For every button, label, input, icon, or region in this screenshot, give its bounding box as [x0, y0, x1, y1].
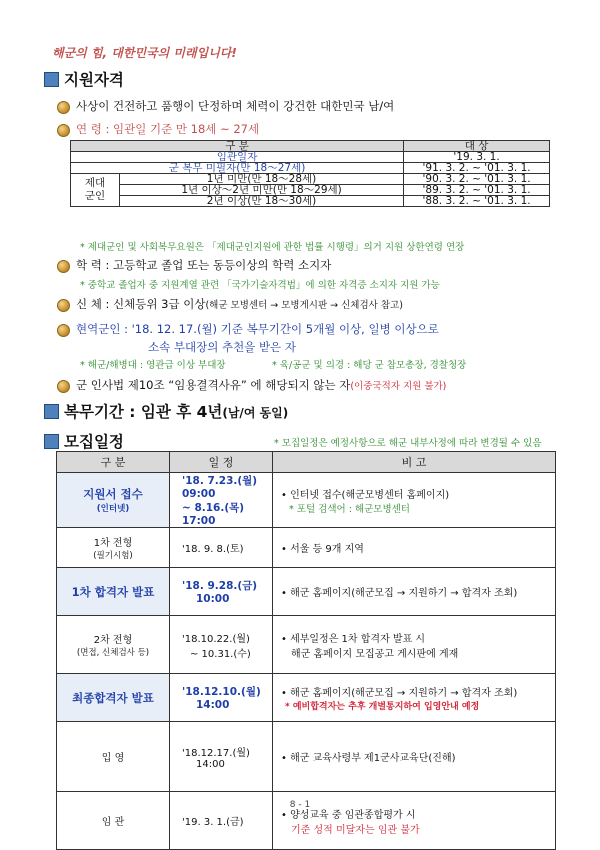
schedule-name-main: 최종합격자 발표 — [72, 690, 154, 705]
qual-law-main: 군 인사법 제10조 “임용결격사유” 에 해당되지 않는 자 — [76, 378, 351, 392]
schedule-remark-line1: • 해군 교육사령부 제1군사교육단(진해) — [281, 753, 456, 764]
qual-law — [76, 377, 446, 393]
schedule-date-line2: ~ 10.31.(수) — [190, 648, 251, 660]
qual-body-main: 신 체 : 신체등위 3급 이상 — [76, 297, 206, 311]
schedule-header: 구 분 — [57, 452, 170, 473]
page-number: 8 - 1 — [289, 800, 311, 810]
qual-line-citizen: 사상이 건전하고 품행이 단정하며 체력이 강건한 대한민국 남/여 — [76, 99, 395, 113]
schedule-name-sub: (인터넷) — [96, 504, 130, 514]
schedule-remark — [273, 528, 556, 568]
section-marker-icon — [44, 72, 59, 87]
schedule-date-line1: '18. 9.28.(금) — [182, 580, 258, 592]
service-main: 복무기간 : 임관 후 4년 — [64, 403, 223, 421]
schedule-remark-line1: • 서울 등 9개 지역 — [281, 544, 364, 555]
schedule-remark — [273, 722, 556, 792]
slogan: 해군의 힘, 대한민국의 미래입니다! — [52, 46, 237, 60]
schedule-note: * 모집일정은 예정사항으로 해군 내부사정에 따라 변경될 수 있음 — [274, 438, 542, 449]
bullet-icon — [57, 324, 70, 337]
schedule-name — [57, 616, 170, 674]
schedule-date-line1: '19. 3. 1.(금) — [182, 817, 244, 828]
schedule-date-line1: '18.12.10.(월) — [182, 686, 261, 698]
table-row — [57, 616, 556, 674]
bullet-icon — [57, 260, 70, 273]
table-row — [57, 568, 556, 616]
active-note-army: * 육/공군 및 의경 : 해당 군 참모총장, 경찰청장 — [272, 360, 467, 371]
schedule-name — [57, 674, 170, 722]
schedule-remark-line1: • 해군 홈페이지(해군모집 → 지원하기 → 합격자 조회) — [281, 687, 518, 699]
age-table-cell: '89. 3. 2. ~ '01. 3. 1. — [404, 185, 550, 196]
schedule-remark-line2: 기준 성적 미달자는 임관 불가 — [291, 824, 420, 836]
schedule-date — [170, 674, 273, 722]
schedule-header: 일 정 — [170, 452, 273, 473]
age-table-cell: '91. 3. 2. ~ '01. 3. 1. — [404, 163, 550, 174]
section-title-schedule: 모집일정 — [64, 433, 124, 451]
education-note: * 중학교 졸업자 중 지원계열 관련 「국가기술자격법」에 의한 자격증 소지자 지원 가능 — [80, 280, 440, 291]
schedule-remark-line2: * 예비합격자는 추후 개별통지하여 입영안내 예정 — [285, 701, 480, 712]
bullet-icon — [57, 380, 70, 393]
qual-active-line2: 소속 부대장의 추천을 받은 자 — [148, 340, 296, 354]
schedule-date-line2: 14:00 — [196, 758, 225, 770]
schedule-name — [57, 528, 170, 568]
age-table-cell: 1년 미만(만 18～28세) — [120, 174, 404, 185]
schedule-date-line1: '18. 7.23.(월) 09:00 — [182, 475, 258, 500]
schedule-name — [57, 473, 170, 528]
qual-law-note: (이중국적자 지원 불가) — [350, 381, 447, 392]
active-note-navy: * 해군/해병대 : 영관급 이상 부대장 — [80, 360, 226, 371]
schedule-name-main: 2차 전형 — [93, 635, 133, 646]
schedule-date — [170, 528, 273, 568]
schedule-name-sub: (필기시험) — [93, 551, 133, 561]
schedule-date-line2: 10:00 — [196, 593, 230, 605]
schedule-date — [170, 473, 273, 528]
schedule-remark-line1: • 해군 홈페이지(해군모집 → 지원하기 → 합격자 조회) — [281, 588, 518, 599]
age-table-cell: 2년 이상(만 18～30세) — [120, 196, 404, 207]
qual-body — [76, 296, 403, 312]
schedule-remark — [273, 568, 556, 616]
schedule-name — [57, 568, 170, 616]
schedule-name-main: 임 관 — [101, 817, 125, 828]
schedule-remark — [273, 616, 556, 674]
age-table-cell: 임관일자 — [71, 152, 404, 163]
age-table-group — [71, 174, 120, 207]
service-suffix: (남/여 동일) — [222, 406, 289, 420]
schedule-name-sub: (면접, 신체검사 등) — [76, 648, 150, 658]
schedule-remark-line1: • 인터넷 접수(해군모병센터 홈페이지) — [281, 489, 450, 501]
bullet-icon — [57, 124, 70, 137]
age-table-group-line2: 군인 — [84, 190, 106, 202]
age-table-cell: 군 복무 미필자(만 18～27세) — [71, 163, 404, 174]
schedule-name-main: 지원서 접수 — [83, 487, 143, 501]
table-row — [57, 674, 556, 722]
age-note: * 제대군인 및 사회복무요원은 「제대군인지원에 관한 법률 시행령」의거 지원 상한연령 연장 — [80, 242, 465, 253]
schedule-table — [56, 451, 556, 850]
schedule-remark-line2: 해군 홈페이지 모집공고 게시판에 게재 — [291, 648, 459, 660]
schedule-remark — [273, 473, 556, 528]
schedule-date — [170, 616, 273, 674]
age-table-cell: '88. 3. 2. ~ '01. 3. 1. — [404, 196, 550, 207]
schedule-name-main: 1차 합격자 발표 — [71, 584, 155, 599]
bullet-icon — [57, 101, 70, 114]
schedule-date — [170, 722, 273, 792]
age-table-header: 구 분 — [71, 141, 404, 152]
qual-body-paren: (해군 모병센터 → 모병게시판 → 신체검사 참고) — [205, 300, 403, 311]
schedule-remark-line2: * 포털 검색어 : 해군모병센터 — [289, 503, 410, 515]
section-marker-icon — [44, 434, 59, 449]
qual-active-line1: 현역군인 : '18. 12. 17.(월) 기준 복무기간이 5개월 이상, 일병 이상으로 — [76, 322, 439, 336]
age-table — [70, 140, 550, 207]
table-row — [57, 473, 556, 528]
schedule-date-line2: ~ 8.16.(목) 17:00 — [182, 502, 245, 527]
schedule-date-line1: '18.12.17.(월) — [182, 747, 250, 759]
schedule-name-main: 입 영 — [101, 753, 125, 764]
age-table-group-line1: 제대 — [84, 177, 106, 189]
table-row — [57, 528, 556, 568]
schedule-date-line1: '18. 9. 8.(토) — [182, 544, 244, 555]
age-table-cell: '90. 3. 2. ~ '01. 3. 1. — [404, 174, 550, 185]
schedule-remark-line1: • 세부일정은 1차 합격자 발표 시 — [281, 633, 426, 645]
schedule-name-main: 1차 전형 — [93, 538, 133, 549]
age-table-cell: '19. 3. 1. — [404, 152, 550, 163]
schedule-date-line2: 14:00 — [196, 699, 230, 711]
schedule-remark-line1: • 양성교육 중 임관종합평가 시 — [281, 809, 416, 821]
table-row — [57, 722, 556, 792]
schedule-date — [170, 568, 273, 616]
section-title-service — [64, 400, 288, 422]
schedule-header: 비 고 — [273, 452, 556, 473]
section-title-qualification: 지원자격 — [64, 71, 124, 89]
qual-education: 학 력 : 고등학교 졸업 또는 동등이상의 학력 소지자 — [76, 258, 332, 272]
schedule-date-line1: '18.10.22.(월) — [182, 633, 250, 645]
age-table-cell: 1년 이상～2년 미만(만 18～29세) — [120, 185, 404, 196]
schedule-remark — [273, 674, 556, 722]
bullet-icon — [57, 299, 70, 312]
age-table-header: 대 상 — [404, 141, 550, 152]
qual-age: 연 령 : 임관일 기준 만 18세 ~ 27세 — [76, 122, 260, 136]
schedule-name — [57, 722, 170, 792]
section-marker-icon — [44, 404, 59, 419]
